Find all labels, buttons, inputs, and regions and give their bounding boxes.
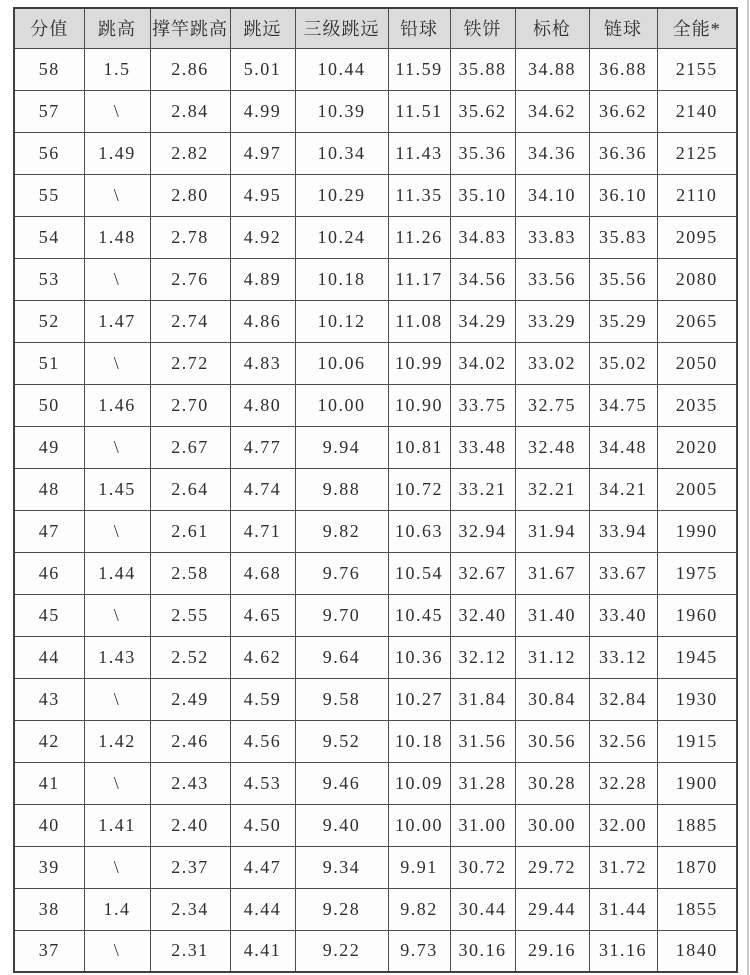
column-header-9: 全能*: [657, 8, 737, 48]
table-row: [14, 594, 737, 636]
table-cell: 34.56: [450, 258, 515, 300]
table-cell: 30.00: [515, 804, 589, 846]
table-cell: 36.62: [589, 90, 657, 132]
table-cell: 4.83: [230, 342, 295, 384]
table-cell: 35.02: [589, 342, 657, 384]
table-cell: 1.44: [84, 552, 150, 594]
table-cell: 2.34: [150, 888, 230, 930]
table-cell: 1.46: [84, 384, 150, 426]
table-cell: 10.99: [388, 342, 450, 384]
table-cell: 11.59: [388, 48, 450, 90]
scoring-table: [13, 7, 738, 973]
table-cell: 9.76: [295, 552, 388, 594]
table-row: [14, 888, 737, 930]
table-cell: 10.12: [295, 300, 388, 342]
table-cell: 1.47: [84, 300, 150, 342]
table-cell: 4.74: [230, 468, 295, 510]
table-row: [14, 468, 737, 510]
table-row: [14, 132, 737, 174]
table-cell: 5.01: [230, 48, 295, 90]
table-cell: 31.94: [515, 510, 589, 552]
table-cell: 2095: [657, 216, 737, 258]
table-cell: 31.40: [515, 594, 589, 636]
table-cell: 10.39: [295, 90, 388, 132]
table-cell: 35.29: [589, 300, 657, 342]
column-header-5: 铅球: [388, 8, 450, 48]
table-cell: 2.52: [150, 636, 230, 678]
table-cell: 41: [14, 762, 84, 804]
table-cell: 54: [14, 216, 84, 258]
table-cell: 55: [14, 174, 84, 216]
table-cell: 35.56: [589, 258, 657, 300]
table-row: [14, 510, 737, 552]
table-cell: 50: [14, 384, 84, 426]
table-cell: 4.47: [230, 846, 295, 888]
table-cell: 2.58: [150, 552, 230, 594]
table-cell: 35.83: [589, 216, 657, 258]
table-cell: 32.12: [450, 636, 515, 678]
table-cell: 2.86: [150, 48, 230, 90]
table-cell: 2.49: [150, 678, 230, 720]
table-cell: 10.45: [388, 594, 450, 636]
table-cell: 10.72: [388, 468, 450, 510]
table-cell: 11.51: [388, 90, 450, 132]
table-cell: 52: [14, 300, 84, 342]
table-cell: 2.78: [150, 216, 230, 258]
table-cell: 10.00: [295, 384, 388, 426]
table-cell: 35.36: [450, 132, 515, 174]
table-cell: 4.92: [230, 216, 295, 258]
table-cell: 32.40: [450, 594, 515, 636]
column-header-1: 跳高: [84, 8, 150, 48]
table-cell: 4.77: [230, 426, 295, 468]
table-row: [14, 426, 737, 468]
table-cell: 31.67: [515, 552, 589, 594]
table-cell: 43: [14, 678, 84, 720]
table-cell: 30.72: [450, 846, 515, 888]
table-cell: 1945: [657, 636, 737, 678]
table-cell: 1870: [657, 846, 737, 888]
table-cell: 2125: [657, 132, 737, 174]
table-cell: 1840: [657, 930, 737, 972]
table-cell: 1915: [657, 720, 737, 762]
table-cell: 2.43: [150, 762, 230, 804]
table-cell: 4.86: [230, 300, 295, 342]
table-cell: 9.46: [295, 762, 388, 804]
table-cell: 32.75: [515, 384, 589, 426]
table-cell: 36.36: [589, 132, 657, 174]
table-cell: 34.75: [589, 384, 657, 426]
table-row: [14, 930, 737, 972]
column-header-0: 分值: [14, 8, 84, 48]
table-cell: 10.06: [295, 342, 388, 384]
table-cell: 10.81: [388, 426, 450, 468]
table-cell: 10.54: [388, 552, 450, 594]
table-cell: 33.12: [589, 636, 657, 678]
table-cell: 10.90: [388, 384, 450, 426]
table-cell: 44: [14, 636, 84, 678]
table-cell: \: [84, 90, 150, 132]
table-row: [14, 90, 737, 132]
table-cell: 1.49: [84, 132, 150, 174]
table-cell: 30.84: [515, 678, 589, 720]
table-cell: 11.43: [388, 132, 450, 174]
table-cell: \: [84, 342, 150, 384]
table-cell: 33.02: [515, 342, 589, 384]
table-cell: 33.21: [450, 468, 515, 510]
table-cell: 57: [14, 90, 84, 132]
table-row: [14, 678, 737, 720]
table-cell: 31.12: [515, 636, 589, 678]
table-cell: 32.48: [515, 426, 589, 468]
table-cell: 4.50: [230, 804, 295, 846]
table-cell: 2.76: [150, 258, 230, 300]
table-cell: \: [84, 258, 150, 300]
table-cell: 34.21: [589, 468, 657, 510]
table-cell: 53: [14, 258, 84, 300]
table-cell: 2020: [657, 426, 737, 468]
column-header-8: 链球: [589, 8, 657, 48]
table-cell: 46: [14, 552, 84, 594]
table-cell: 2005: [657, 468, 737, 510]
table-cell: 10.00: [388, 804, 450, 846]
table-cell: 10.24: [295, 216, 388, 258]
table-cell: 34.36: [515, 132, 589, 174]
table-cell: 32.56: [589, 720, 657, 762]
table-cell: 2.84: [150, 90, 230, 132]
table-cell: 1900: [657, 762, 737, 804]
table-row: [14, 636, 737, 678]
table-cell: 2080: [657, 258, 737, 300]
table-cell: 2065: [657, 300, 737, 342]
table-row: [14, 300, 737, 342]
table-cell: 30.28: [515, 762, 589, 804]
table-cell: 10.18: [388, 720, 450, 762]
table-row: [14, 762, 737, 804]
table-cell: 1.4: [84, 888, 150, 930]
table-cell: 32.00: [589, 804, 657, 846]
table-cell: 9.40: [295, 804, 388, 846]
table-header-row: [14, 8, 737, 48]
table-cell: 37: [14, 930, 84, 972]
column-header-7: 标枪: [515, 8, 589, 48]
table-cell: 35.10: [450, 174, 515, 216]
table-cell: 1975: [657, 552, 737, 594]
table-cell: 2.31: [150, 930, 230, 972]
table-cell: 45: [14, 594, 84, 636]
table-cell: 1.48: [84, 216, 150, 258]
table-cell: 2050: [657, 342, 737, 384]
table-cell: 32.67: [450, 552, 515, 594]
table-cell: 51: [14, 342, 84, 384]
table-cell: 9.64: [295, 636, 388, 678]
table-cell: 48: [14, 468, 84, 510]
table-cell: 33.48: [450, 426, 515, 468]
table-cell: 4.59: [230, 678, 295, 720]
table-cell: 33.75: [450, 384, 515, 426]
table-cell: 32.94: [450, 510, 515, 552]
table-cell: 32.84: [589, 678, 657, 720]
table-cell: 33.56: [515, 258, 589, 300]
table-cell: 2.80: [150, 174, 230, 216]
table-row: [14, 258, 737, 300]
table-cell: 2.55: [150, 594, 230, 636]
table-row: [14, 174, 737, 216]
table-cell: 56: [14, 132, 84, 174]
table-cell: 2.74: [150, 300, 230, 342]
table-row: [14, 342, 737, 384]
table-cell: 33.29: [515, 300, 589, 342]
table-cell: 2.37: [150, 846, 230, 888]
table-cell: 4.41: [230, 930, 295, 972]
table-cell: 4.71: [230, 510, 295, 552]
table-cell: 10.27: [388, 678, 450, 720]
table-cell: 35.62: [450, 90, 515, 132]
table-cell: 4.53: [230, 762, 295, 804]
table-cell: 9.73: [388, 930, 450, 972]
table-cell: 31.28: [450, 762, 515, 804]
table-cell: 34.48: [589, 426, 657, 468]
table-cell: 29.16: [515, 930, 589, 972]
table-cell: 9.91: [388, 846, 450, 888]
table-cell: 2110: [657, 174, 737, 216]
table-cell: 9.22: [295, 930, 388, 972]
table-cell: 10.09: [388, 762, 450, 804]
table-row: [14, 804, 737, 846]
table-cell: 1990: [657, 510, 737, 552]
table-cell: 33.40: [589, 594, 657, 636]
table-cell: 10.44: [295, 48, 388, 90]
table-cell: 31.44: [589, 888, 657, 930]
table-cell: 9.58: [295, 678, 388, 720]
table-cell: 29.72: [515, 846, 589, 888]
table-cell: 4.80: [230, 384, 295, 426]
table-cell: \: [84, 846, 150, 888]
table-cell: 4.89: [230, 258, 295, 300]
table-cell: 31.56: [450, 720, 515, 762]
table-cell: 2.40: [150, 804, 230, 846]
table-cell: 10.29: [295, 174, 388, 216]
table-cell: 9.28: [295, 888, 388, 930]
table-cell: \: [84, 678, 150, 720]
table-cell: 1885: [657, 804, 737, 846]
table-cell: 4.62: [230, 636, 295, 678]
table-row: [14, 216, 737, 258]
table-cell: 39: [14, 846, 84, 888]
table-cell: 4.95: [230, 174, 295, 216]
table-cell: 11.35: [388, 174, 450, 216]
table-cell: 11.08: [388, 300, 450, 342]
table-row: [14, 552, 737, 594]
table-cell: 11.17: [388, 258, 450, 300]
table-cell: 36.10: [589, 174, 657, 216]
table-row: [14, 384, 737, 426]
table-cell: 1.43: [84, 636, 150, 678]
table-cell: 49: [14, 426, 84, 468]
table-cell: 1930: [657, 678, 737, 720]
table-cell: 1.42: [84, 720, 150, 762]
table-cell: 2.61: [150, 510, 230, 552]
table-cell: 10.34: [295, 132, 388, 174]
table-cell: 31.16: [589, 930, 657, 972]
column-header-3: 跳远: [230, 8, 295, 48]
table-cell: 10.36: [388, 636, 450, 678]
column-header-4: 三级跳远: [295, 8, 388, 48]
table-cell: 33.83: [515, 216, 589, 258]
table-cell: 2035: [657, 384, 737, 426]
column-header-6: 铁饼: [450, 8, 515, 48]
table-cell: 40: [14, 804, 84, 846]
table-cell: 10.18: [295, 258, 388, 300]
table-row: [14, 48, 737, 90]
table-cell: 31.72: [589, 846, 657, 888]
table-cell: 9.82: [295, 510, 388, 552]
table-cell: 1.41: [84, 804, 150, 846]
table-cell: 32.28: [589, 762, 657, 804]
table-cell: 34.62: [515, 90, 589, 132]
table-cell: 30.56: [515, 720, 589, 762]
table-cell: 33.67: [589, 552, 657, 594]
table-cell: 2.67: [150, 426, 230, 468]
table-cell: 9.52: [295, 720, 388, 762]
table-cell: 30.16: [450, 930, 515, 972]
table-cell: 4.99: [230, 90, 295, 132]
table-cell: 34.83: [450, 216, 515, 258]
table-cell: 36.88: [589, 48, 657, 90]
table-cell: \: [84, 426, 150, 468]
table-cell: 2.70: [150, 384, 230, 426]
table-cell: 9.94: [295, 426, 388, 468]
table-cell: 4.56: [230, 720, 295, 762]
table-cell: \: [84, 594, 150, 636]
table-cell: 31.84: [450, 678, 515, 720]
table-cell: 2.72: [150, 342, 230, 384]
table-header: [14, 8, 737, 48]
table-row: [14, 846, 737, 888]
table-cell: 2140: [657, 90, 737, 132]
table-cell: 32.21: [515, 468, 589, 510]
table-cell: 29.44: [515, 888, 589, 930]
table-cell: 42: [14, 720, 84, 762]
table-cell: 10.63: [388, 510, 450, 552]
table-cell: 11.26: [388, 216, 450, 258]
table-cell: 1960: [657, 594, 737, 636]
table-cell: 4.44: [230, 888, 295, 930]
table-cell: 30.44: [450, 888, 515, 930]
table-cell: 47: [14, 510, 84, 552]
table-cell: \: [84, 510, 150, 552]
table-cell: 2.82: [150, 132, 230, 174]
table-cell: 34.02: [450, 342, 515, 384]
table-cell: \: [84, 174, 150, 216]
table-body: [14, 48, 737, 972]
table-cell: 34.88: [515, 48, 589, 90]
table-cell: 34.10: [515, 174, 589, 216]
table-row: [14, 720, 737, 762]
table-cell: 9.34: [295, 846, 388, 888]
table-cell: 1855: [657, 888, 737, 930]
column-header-2: 撑竿跳高: [150, 8, 230, 48]
table-cell: 4.68: [230, 552, 295, 594]
page-edge-line: [747, 0, 749, 975]
score-table-container: [13, 7, 738, 973]
table-cell: 2155: [657, 48, 737, 90]
table-cell: 58: [14, 48, 84, 90]
table-cell: 1.5: [84, 48, 150, 90]
table-cell: 31.00: [450, 804, 515, 846]
table-cell: \: [84, 762, 150, 804]
table-cell: \: [84, 930, 150, 972]
table-cell: 34.29: [450, 300, 515, 342]
table-cell: 4.97: [230, 132, 295, 174]
table-cell: 9.70: [295, 594, 388, 636]
table-cell: 33.94: [589, 510, 657, 552]
table-cell: 2.46: [150, 720, 230, 762]
table-cell: 9.88: [295, 468, 388, 510]
table-cell: 35.88: [450, 48, 515, 90]
table-cell: 9.82: [388, 888, 450, 930]
table-cell: 1.45: [84, 468, 150, 510]
table-cell: 2.64: [150, 468, 230, 510]
table-cell: 38: [14, 888, 84, 930]
table-cell: 4.65: [230, 594, 295, 636]
